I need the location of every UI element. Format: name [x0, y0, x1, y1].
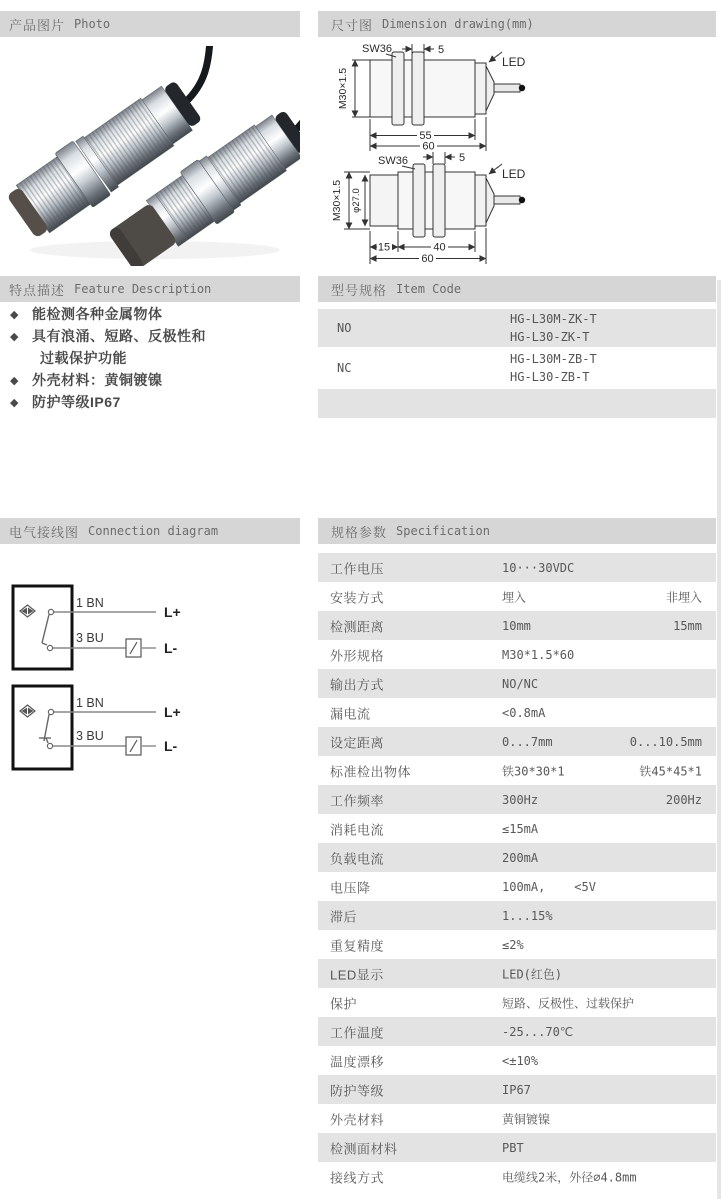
spec-row	[318, 640, 716, 669]
spec-row	[318, 1075, 716, 1104]
spec-label: LED显示	[330, 967, 384, 982]
spec-value-1: -25...70℃	[502, 1024, 574, 1039]
spec-value-1: 100mA, <5V	[502, 879, 596, 894]
dim2-label-diameter: φ27.0	[351, 188, 362, 213]
section-header-features	[0, 276, 300, 302]
spec-value-1: 埋入	[502, 590, 527, 604]
dim2-label-thread: M30×1.5	[331, 179, 343, 222]
connection-title-en: Connection diagram	[88, 524, 219, 538]
item-code: HG-L30-ZB-T	[510, 370, 590, 384]
spec-row	[318, 611, 716, 640]
diamond-bullet-icon: ◆	[10, 374, 19, 387]
inductive-sensor-symbol	[20, 605, 35, 617]
spec-label: 输出方式	[330, 677, 385, 692]
item-code-title-zh: 型号规格	[331, 282, 388, 298]
spec-label: 安装方式	[330, 590, 385, 605]
specification-title-zh: 规格参数	[331, 524, 388, 540]
item-code-row-no	[318, 309, 716, 347]
spec-label: 标准检出物体	[330, 764, 412, 779]
spec-label: 消耗电流	[330, 822, 385, 837]
item-code: HG-L30-ZK-T	[510, 330, 590, 344]
spec-row	[318, 727, 716, 756]
spec-row	[318, 872, 716, 901]
spec-value-1: 短路、反极性、过载保护	[502, 996, 635, 1010]
spec-row	[318, 582, 716, 611]
spec-value-2: 铁45*45*1	[639, 764, 702, 778]
spec-label: 工作温度	[330, 1025, 385, 1040]
item-code-table	[318, 309, 716, 420]
output-type: NC	[337, 361, 352, 375]
item-code-title-en: Item Code	[396, 282, 462, 296]
dim1-label-sw36: SW36	[362, 43, 392, 55]
dim2-label-15: 15	[377, 241, 391, 254]
dim1-label-led: LED	[502, 55, 526, 69]
spec-value-2: 200Hz	[665, 792, 702, 807]
spec-label: 工作频率	[330, 793, 385, 808]
diamond-bullet-icon: ◆	[10, 308, 19, 321]
output-type: NO	[337, 321, 352, 335]
spec-label: 漏电流	[330, 706, 371, 721]
spec-label: 负载电流	[330, 851, 385, 866]
spec-row	[318, 553, 716, 582]
section-header-photo	[0, 11, 300, 37]
spec-label: 接线方式	[330, 1170, 385, 1185]
feature-list	[10, 303, 305, 413]
item-codes	[510, 310, 597, 346]
terminal-l-plus: L+	[164, 704, 181, 720]
switch-lever-closed	[44, 715, 49, 742]
specification-table	[318, 553, 716, 1191]
spec-label: 外壳材料	[330, 1112, 385, 1127]
item-codes	[510, 350, 597, 386]
spec-value-1: 1...15%	[502, 908, 553, 923]
wiring-diagram-no	[13, 586, 181, 669]
spec-value-1: 300Hz	[502, 792, 539, 807]
spec-row	[318, 785, 716, 814]
spec-value-1: <±10%	[502, 1053, 539, 1068]
spec-label: 保护	[330, 996, 358, 1011]
wire-label-bn: 1 BN	[76, 696, 104, 710]
connection-title-zh: 电气接线图	[9, 524, 80, 540]
spec-label: 防护等级	[330, 1083, 385, 1098]
wire-label-bu: 3 BU	[76, 631, 104, 645]
spec-row	[318, 756, 716, 785]
feature-item: ◆ 具有浪涌、短路、反极性和	[10, 328, 206, 344]
wiring-diagram-nc	[13, 686, 181, 769]
spec-row	[318, 930, 716, 959]
spec-label: 检测距离	[330, 619, 385, 634]
dim2-label-40: 40	[433, 241, 446, 254]
spec-value-1: 铁30*30*1	[502, 764, 565, 778]
spec-value-1: M30*1.5*60	[502, 647, 575, 662]
wire-label-bn: 1 BN	[76, 596, 104, 610]
spec-row	[318, 901, 716, 930]
terminal-l-plus: L+	[164, 604, 181, 620]
spec-value-1: 10···30VDC	[502, 560, 575, 575]
spec-row	[318, 669, 716, 698]
spec-value-2: 非埋入	[665, 590, 702, 604]
spec-row	[318, 814, 716, 843]
dimension-drawings	[328, 40, 718, 268]
spec-value-1: ≤2%	[502, 937, 524, 952]
spec-value-1: 电缆线2米，外径∅4.8mm	[502, 1170, 637, 1184]
section-header-item-code	[318, 276, 716, 302]
spec-label: 滞后	[330, 909, 358, 924]
spec-value-1: ≤15mA	[502, 821, 539, 836]
spec-row	[318, 1133, 716, 1162]
spec-label: 温度漂移	[330, 1054, 385, 1069]
spec-value-1: PBT	[502, 1140, 524, 1155]
spec-row	[318, 843, 716, 872]
dim2-label-nut: 5	[459, 152, 466, 164]
diamond-bullet-icon: ◆	[10, 330, 19, 343]
terminal-l-minus: L-	[164, 640, 178, 656]
spec-row	[318, 1104, 716, 1133]
features-title-zh: 特点描述	[9, 282, 66, 298]
item-code-row-empty	[318, 389, 716, 418]
photo-title-en: Photo	[74, 17, 111, 31]
spec-row	[318, 698, 716, 727]
spec-row	[318, 959, 716, 988]
spec-value-1: 黄铜镀镍	[502, 1112, 551, 1126]
section-header-specification	[318, 518, 716, 544]
dim2-label-sw36: SW36	[378, 155, 408, 167]
spec-label: 电压降	[330, 880, 371, 895]
dimension-title-en: Dimension drawing(mm)	[382, 17, 534, 31]
spec-value-1: IP67	[502, 1082, 531, 1097]
dim1-label-55: 55	[419, 130, 432, 142]
product-photo-image	[5, 46, 300, 266]
section-header-dimension	[318, 11, 716, 37]
spec-label: 重复精度	[330, 938, 385, 953]
spec-row	[318, 988, 716, 1017]
load-symbol	[126, 639, 141, 657]
spec-label: 外形规格	[330, 648, 385, 663]
dim1-label-nut: 5	[438, 44, 445, 56]
dim1-label-60: 60	[422, 140, 435, 153]
spec-label: 工作电压	[330, 561, 385, 576]
load-symbol	[126, 737, 141, 755]
dimension-drawing-1	[352, 44, 525, 152]
wire-label-bu: 3 BU	[76, 729, 104, 743]
inductive-sensor-symbol	[20, 705, 35, 717]
terminal-l-minus: L-	[164, 738, 178, 754]
spec-value-1: 0...7mm	[502, 734, 553, 749]
dim2-label-60: 60	[421, 253, 434, 265]
dimension-title-zh: 尺寸图	[331, 17, 374, 33]
spec-row	[318, 1162, 716, 1191]
connection-diagrams	[8, 580, 208, 780]
spec-value-2: 15mm	[673, 618, 702, 633]
section-header-connection	[0, 518, 300, 544]
specification-title-en: Specification	[396, 524, 490, 538]
photo-title-zh: 产品图片	[9, 17, 66, 33]
dim1-label-thread: M30×1.5	[337, 67, 349, 110]
spec-value-2: 0...10.5mm	[629, 734, 702, 749]
item-code: HG-L30M-ZK-T	[510, 312, 597, 326]
item-code-row-nc	[318, 349, 716, 387]
dim2-label-led: LED	[502, 167, 526, 181]
feature-item: ◆ 外壳材料：黄铜镀镍	[10, 372, 163, 388]
spec-value-1: LED(红色)	[502, 967, 563, 981]
spec-label: 设定距离	[330, 735, 385, 750]
spec-value-1: NO/NC	[502, 676, 539, 691]
spec-value-1: 10mm	[502, 618, 531, 633]
spec-row	[318, 1017, 716, 1046]
spec-label: 检测面材料	[330, 1141, 398, 1156]
spec-value-1: <0.8mA	[502, 705, 546, 720]
features-title-en: Feature Description	[74, 282, 212, 296]
spec-row	[318, 1046, 716, 1075]
item-code: HG-L30M-ZB-T	[510, 352, 597, 366]
diamond-bullet-icon: ◆	[10, 396, 19, 409]
feature-item: ◆ 能检测各种金属物体	[10, 306, 163, 322]
feature-item-continuation: 过载保护功能	[40, 350, 127, 366]
spec-value-1: 200mA	[502, 850, 539, 865]
switch-lever-open	[42, 615, 49, 644]
feature-item: ◆ 防护等级IP67	[10, 394, 121, 410]
page-edge-strip	[717, 280, 721, 1199]
